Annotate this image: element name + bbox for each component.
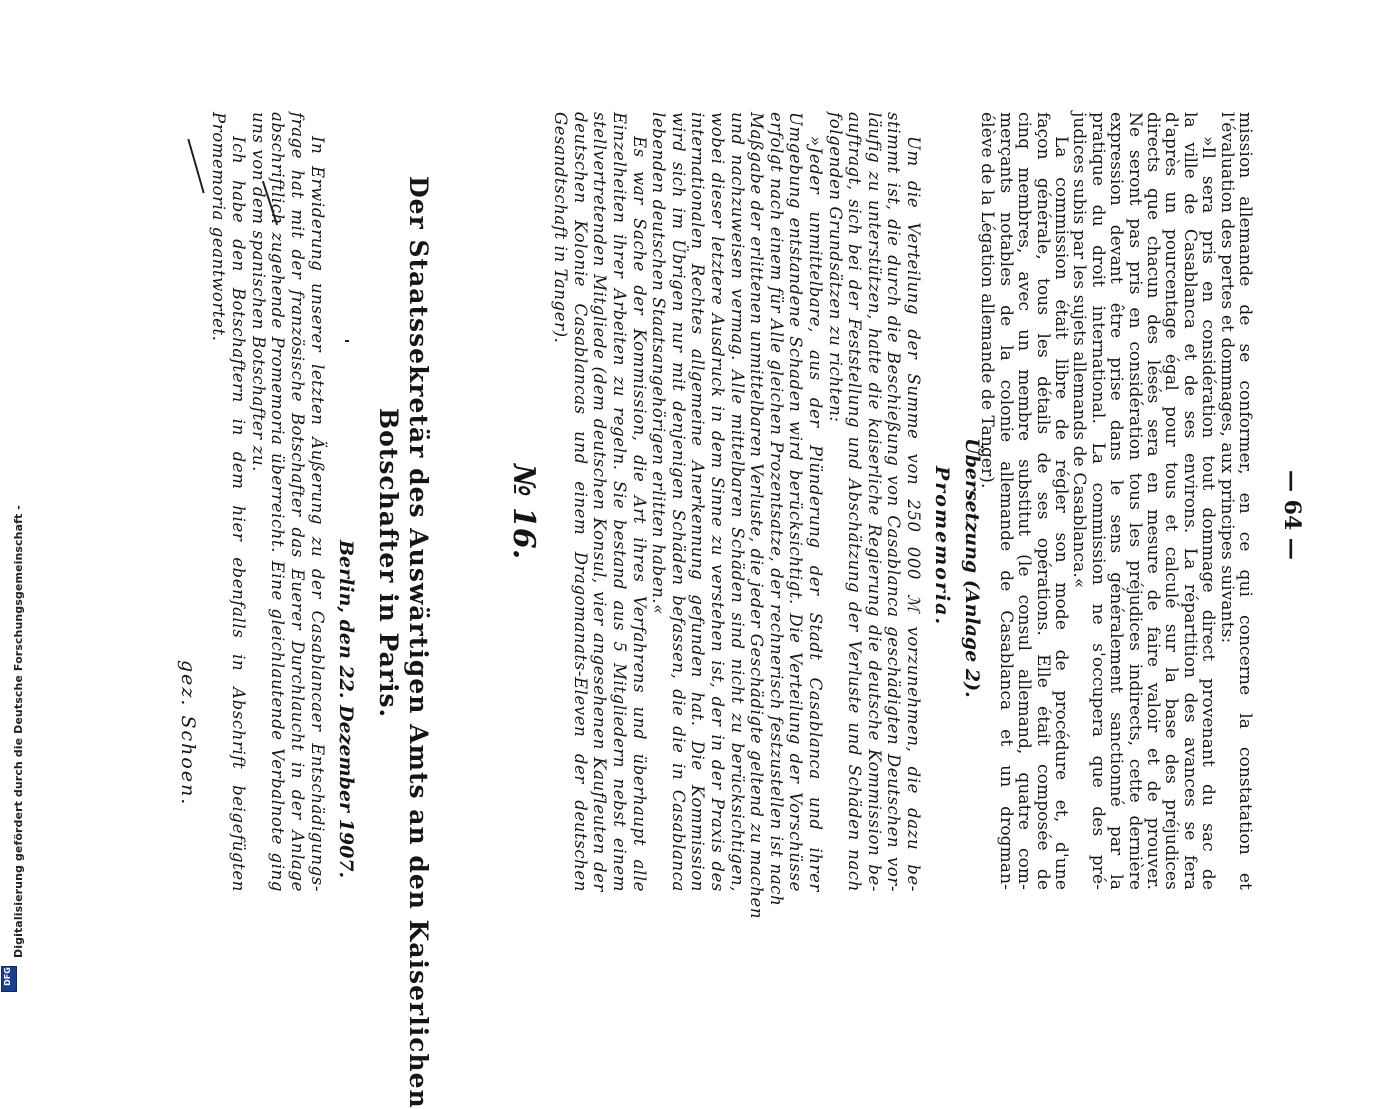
french-line: d'après un pourcentage égal pour tous et calculé sur la base des préjudices: [1161, 112, 1182, 890]
french-line: La commission était libre de régler son mode de procédure et, d'une: [1051, 136, 1071, 890]
translation-line: und nachzuweisen vermag. Alle mittelbaren Schäden sind nicht zu berücksichtigen,: [727, 112, 747, 892]
digitization-footer: [0, 0, 25, 1000]
document-number: № 16.: [506, 464, 541, 560]
french-line: merçants notables de la colonie allemande de Casablanca et un drogman-: [995, 112, 1016, 890]
page-number: — 64 —: [1279, 470, 1305, 560]
signature: gez. Schoen.: [177, 660, 199, 807]
translation-line: deutschen Kolonie Casablancas und einem Dragomanats-Eleven der deutschen: [570, 112, 590, 892]
translation-line: wird sich im Übrigen nur mit denjenigen Schäden befassen, die die in Casablanca: [668, 112, 688, 892]
french-line: expression devant être prise dans le sens généralement sanctionné par la: [1106, 112, 1127, 890]
translation-line: läufig zu unterstützen, hatte die kaiserliche Regierung die deutsche Kommission be-: [864, 112, 884, 892]
document-line: Promemoria geantwortet.: [209, 112, 228, 342]
french-line: l'évaluation des pertes et dommages, aux principes suivants:: [1216, 112, 1237, 644]
french-line: judices subis par les sujets allemands de Casablanca.«: [1069, 112, 1090, 589]
dateline: Berlin, den 22. Dezember 1907.: [335, 540, 357, 879]
document-line: In Erwiderung unserer letzten Äußerung zu der Casablancaer Entschädigungs-: [308, 136, 327, 892]
footer-credit: Digitalisierung gefördert durch die Deutsche Forschungsgemeinschaft -: [12, 505, 25, 958]
translation-line: auftragt, sich bei der Feststellung und Abschätzung der Verluste und Schäden nach: [845, 112, 865, 892]
promemoria-title: Promemoria.: [931, 466, 953, 627]
french-line: cinq membres, avec un membre substitut (le consul allemand, quatre com-: [1014, 112, 1035, 890]
french-line: pratique du droit international. La commission ne s'occupera que des pré-: [1087, 112, 1108, 890]
translation-line: Es war Sache der Kommission, die Art ihres Verfahrens und überhaupt alle: [629, 136, 649, 892]
dfg-logo: [1, 966, 17, 992]
translation-line: stimmt ist, die durch die Beschießung von Casablanca geschädigten Deutschen vor-: [884, 112, 904, 892]
french-line: »Il sera pris en considération tout dommage direct provenant du sac de: [1198, 136, 1219, 890]
translation-line: stellvertretenden Mitgliede (dem deutschen Konsul, vier angesehenen Kaufleuten der: [590, 112, 610, 892]
translation-line: Umgebung entstandene Schaden wird berücksichtigt. Die Verteilung der Vorschüsse: [786, 112, 806, 892]
document-heading-line2: Botschafter in Paris.: [374, 408, 403, 719]
french-line: directs que chacun des lésés sera en mesure de faire valoir et de prouver.: [1143, 112, 1163, 890]
translation-heading: Übersetzung (Anlage 2).: [961, 438, 983, 698]
document-line: uns von dem spanischen Botschafter zu.: [248, 112, 268, 472]
document-line: Ich habe den Botschaftern in dem hier ebenfalls in Abschrift beigefügten: [228, 136, 248, 892]
translation-line: Gesandtschaft in Tanger).: [551, 112, 571, 344]
translation-line: »Jeder unmittelbare, aus der Plünderung der Stadt Casablanca und ihrer: [806, 136, 825, 892]
translation-line: erfolgt nach einem für Alle gleichen Prozentsatze, der rechnerisch festzustellen ist nach: [766, 112, 786, 907]
french-line: Ne seront pas pris en considération tous les préjudices indirects, cette dernière: [1124, 112, 1145, 890]
french-line: élève de la Légation allemande de Tanger).: [977, 112, 998, 489]
dfg-logo-text: DFG: [2, 967, 12, 986]
document-line: frage hat mit der französische Botschafter das Euerer Durchlaucht in der Anlage: [288, 112, 308, 892]
translation-line: folgenden Grundsätzen zu richten:: [825, 112, 845, 423]
margin-pencil-mark: [188, 139, 205, 193]
translation-line: Maßgabe der erlittenen unmittelbaren Verluste, die jeder Geschädigte geltend zu machen: [747, 112, 767, 920]
translation-line: internationalen Rechtes allgemeine Anerkennung gefunden hat. Die Kommission: [688, 112, 708, 892]
translation-line: lebenden deutschen Staatsangehörigen erlitten haben.«: [649, 112, 669, 615]
document-line: abschriftlich zugehende Promemoria überreicht. Eine gleichlautende Verbalnote ging: [268, 112, 288, 892]
document-heading-line1: Der Staatssekretär des Auswärtigen Amts an den Kaiserlichen: [404, 176, 433, 1109]
translation-line: Einzelheiten ihrer Arbeiten zu regeln. Sie bestand aus 5 Mitgliedern nebst einem: [610, 112, 629, 892]
translation-line: Um die Verteilung der Summe von 250 000 ℳ vorzunehmen, die dazu be-: [904, 136, 923, 892]
french-line: la ville de Casablanca et de ses environs. La répartition des avances se fera: [1179, 112, 1200, 890]
ink-speck: [345, 340, 349, 342]
translation-line: wobei dieser letztere Ausdruck in dem Sinne zu verstehen ist, der in der Praxis des: [708, 112, 727, 892]
french-line: mission allemande de se conformer, en ce qui concerne la constatation et: [1235, 112, 1255, 890]
french-line: façon générale, tous les détails de ses opérations. Elle était composée de: [1032, 112, 1053, 890]
